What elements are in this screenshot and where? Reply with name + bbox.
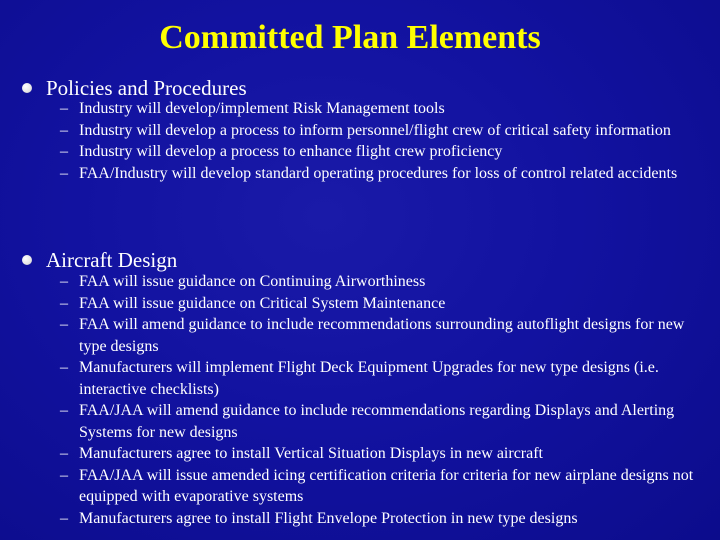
dash-bullet-icon: – bbox=[60, 466, 68, 484]
dash-bullet-icon: – bbox=[60, 402, 68, 419]
section-heading-text: Aircraft Design bbox=[46, 248, 178, 272]
list-item-text: Manufacturers agree to install Flight Envelope Protection in new type designs bbox=[79, 509, 578, 527]
dash-bullet-icon: – bbox=[60, 445, 68, 462]
list-item-text: FAA/JAA will issue amended icing certification criteria for criteria for new airplane designs not equipped with evaporative systems bbox=[79, 466, 694, 505]
list-item-text: Manufacturers will implement Flight Deck Equipment Upgrades for new type designs (i.e. interactive checklists) bbox=[79, 359, 659, 398]
dash-bullet-icon: – bbox=[60, 100, 68, 117]
list-item-text: FAA will amend guidance to include recommendations surrounding autoflight designs for new type designs bbox=[79, 316, 685, 355]
list-item bbox=[60, 400, 715, 443]
list-item bbox=[60, 120, 715, 142]
section-heading bbox=[22, 248, 177, 272]
list-item bbox=[60, 508, 715, 530]
dash-bullet-icon: – bbox=[60, 509, 68, 527]
dash-bullet-icon: – bbox=[60, 294, 68, 312]
list-item-text: Industry will develop/implement Risk Management tools bbox=[79, 100, 445, 117]
list-item-text: Industry will develop a process to enhance flight crew proficiency bbox=[79, 143, 503, 160]
list-item-text: Industry will develop a process to inform personnel/flight crew of critical safety information bbox=[79, 121, 671, 139]
dash-bullet-icon: – bbox=[60, 164, 68, 182]
section-heading bbox=[22, 76, 247, 100]
list-item-text: FAA will issue guidance on Continuing Airworthiness bbox=[79, 273, 426, 290]
list-item-text: Manufacturers agree to install Vertical Situation Displays in new aircraft bbox=[79, 445, 543, 462]
list-item bbox=[60, 314, 715, 357]
sub-bullet-list bbox=[60, 98, 715, 184]
dash-bullet-icon: – bbox=[60, 273, 68, 290]
list-item bbox=[60, 357, 715, 400]
dash-bullet-icon: – bbox=[60, 359, 68, 376]
section-heading-text: Policies and Procedures bbox=[46, 76, 247, 100]
list-item-text: FAA/Industry will develop standard operating procedures for loss of control related accidents bbox=[79, 164, 678, 182]
list-item bbox=[60, 163, 715, 185]
list-item-text: FAA/JAA will amend guidance to include recommendations regarding Displays and Alerting Systems for new designs bbox=[79, 402, 675, 441]
list-item bbox=[60, 271, 715, 293]
slide-title: Committed Plan Elements bbox=[159, 19, 541, 56]
list-item bbox=[60, 141, 715, 163]
round-bullet-icon bbox=[22, 83, 32, 93]
list-item bbox=[60, 293, 715, 315]
list-item-text: FAA will issue guidance on Critical System Maintenance bbox=[79, 294, 446, 312]
list-item bbox=[60, 443, 715, 465]
list-item bbox=[60, 465, 715, 508]
dash-bullet-icon: – bbox=[60, 121, 68, 139]
dash-bullet-icon: – bbox=[60, 143, 68, 160]
sub-bullet-list bbox=[60, 271, 715, 529]
round-bullet-icon bbox=[22, 255, 32, 265]
list-item bbox=[60, 98, 715, 120]
dash-bullet-icon: – bbox=[60, 316, 68, 333]
